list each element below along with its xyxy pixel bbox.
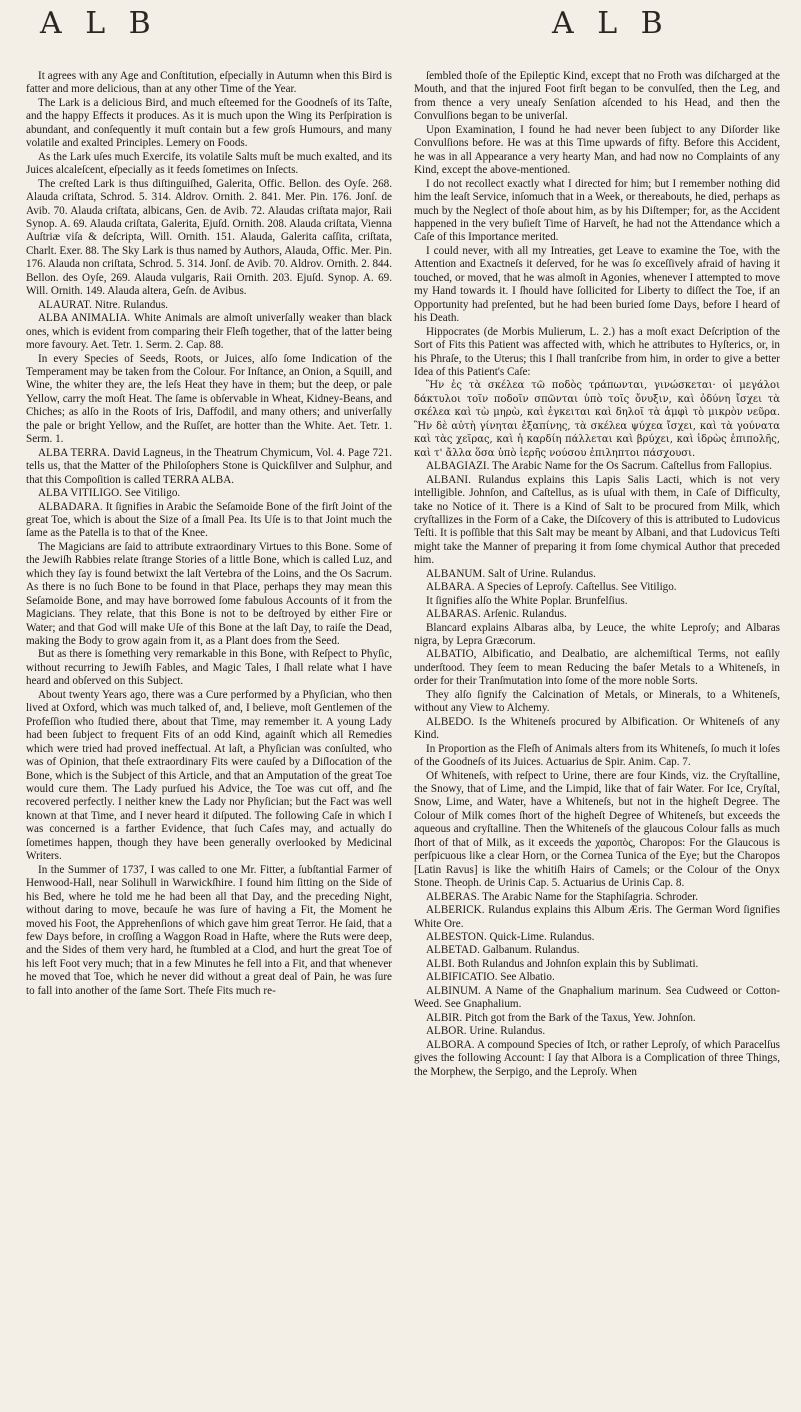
paragraph: As the Lark uſes much Exercife, its volatile Salts muſt be much exalted, and its Juices alcaleſcent, eſpecially as it feeds ſometimes on Inſects. xyxy=(26,150,392,177)
header-right: A L B xyxy=(552,6,670,41)
paragraph: ALBESTON. Quick-Lime. Rulandus. xyxy=(426,931,595,943)
paragraph: I do not recollect exactly what I directed for him; but I remember nothing did him the leaſt Service, inſomuch that in a Week, or thereabouts, he died, perhaps as much by the Neglect of thoſe about him, as by his Diſtemper; for, as the Accident happened in the very buſieſt Time of Harveſt, he had not the Attendance which a Caſe of this Importance merited. xyxy=(414,177,780,244)
left-column xyxy=(26,70,392,1404)
paragraph: ALBA TERRA. David Lagneus, in the Theatrum Chymicum, Vol. 4. Page 721. tells us, that the Matter of the Philoſophers Stone is Quickſilver and Sulphur, and that this Compoſition is called TERRA ALBA. xyxy=(26,446,392,486)
paragraph: The creſted Lark is thus diſtinguiſhed, Galerita, Offic. Bellon. des Oyſe. 268. Alauda criſtata, Schrod. 5. 314. Aldrov. Ornith. 2. 841. Mer. Pin. 176. Jonſ. de Avib. 70. Alauda criſtata, albicans, Gen. de Avib. 72. Alaudas criſtata major, Raii Synop. A. 69. Alauda criſtata, Galerita, Ejuſd. Ornith. 208. Alauda criſtata, Vienna Auſtriæ viſa & deſcripta, Will. Ornith. 151. Alauda, Galerita caſſita, criſtata, Charlt. Exer. 88. The Sky Lark is thus named by Authors, Alauda, Offic. Mer. Pin. 176. Alauda non criſtata, Schrod. 5. 314. Jonſ. de Avib. 70. Aldrov. Ornith. 2. 844. Bellon. des Oyſe, 269. Alauda vulgaris, Raii Ornith. 203. Ejuſd. Synop. A. 69. Will. Ornith. 149. Alauda altera, Geſn. de Avibus. xyxy=(26,177,392,298)
paragraph: ſembled thoſe of the Epileptic Kind, except that no Froth was diſcharged at the Mouth, and that the injured Foot firſt began to be convulſed, then the Leg, and from thence a very uneaſy Senſation aſcended to his Head, and then the Convulſions began to be univerſal. xyxy=(414,70,780,123)
paragraph: ALBINUM. A Name of the Gnaphalium marinum. Sea Cudweed or Cotton-Weed. See Gnaphalium. xyxy=(414,984,780,1011)
paragraph: ALBAGIAZI. The Arabic Name for the Os Sacrum. Caſtellus from Fallopius. xyxy=(426,460,773,473)
paragraph: ALBOR. Urine. Rulandus. xyxy=(426,1025,546,1038)
paragraph: ALBETAD. Galbanum. Rulandus. xyxy=(426,944,580,957)
paragraph: ALBANUM. Salt of Urine. Rulandus. xyxy=(426,567,596,580)
paragraph: Blancard explains Albaras alba, by Leuce, the white Leproſy; and Albaras nigra, by Lepra Græcorum. xyxy=(414,621,780,648)
paragraph: ALAURAT. Nitre. Rulandus. xyxy=(38,298,169,311)
paragraph: ALBA ANIMALIA. White Animals are almoſt univerſally weaker than black ones, which is evident from comparing their Fleſh together, that of the latter being more favoury. Aet. Tetr. 1. Serm. 2. Cap. 88. xyxy=(26,312,392,352)
paragraph: Upon Examination, I found he had never been ſubject to any Diſorder like Convulſions before. He was at this Time upwards of fifty. Before this Accident, he was in all Appearance a very hearty Man, and had now no Complaints of any Kind, except the above-mentioned. xyxy=(414,123,780,177)
header-left: A L B xyxy=(40,6,158,41)
paragraph: ALBADARA. It ſignifies in Arabic the Seſamoide Bone of the firſt Joint of the great Toe, which is about the Size of a ſmall Pea. Its Uſe is to that Joint much the ſame as the Patella is to that of the Knee. xyxy=(26,500,392,540)
paragraph: The Magicians are ſaid to attribute extraordinary Virtues to this Bone. Some of the Jewiſh Rabbies relate ſtrange Stories of a little Bone, which is called Luz, and which they ſay is found betwixt the laſt Vertebra of the Loins, and the Os Sacrum. As there is no ſuch Bone to be found in that Place, perhaps they may mean this Seſamoide Bone, and may have borrowed ſome fabulous Accounts of it from the Magicians. They relate, that this Bone is not to be deſtroyed by either Fire or Water; and that God will make Uſe of this Bone at the laſt Day, to raiſe the Dead, making the Body to grow again from it, as a Plant does from the Seed. xyxy=(26,540,392,648)
paragraph: About twenty Years ago, there was a Cure performed by a Phyſician, who then lived at Oxford, which was much talked of, and, I believe, moſt Gentlemen of the Profeſſion who ſtudied there, about that Time, may remember it. A young Lady had been ſubject to frequent Fits of an odd Kind, againſt which all Remedies which were tried had proved ineffectual. At laſt, a Phyſician was conſulted, who was of Opinion, that theſe extraordinary Fits were cauſed by a Diſlocation of the Bone, which is the Subject of this Article, and that an Amputation of the great Toe would cure them. The Lady purſued his Advice, the Toe was cut off, and ſhe recovered perfectly. I neither knew the Lady nor Phyſician; but the Fact was well known at that Time, and I never heard it diſputed. The following Caſe in which I was concerned is a farther Evidence, that ſuch Caſes may, and actually do ſometimes happen, though they have been generally overlooked by Medicinal Writers. xyxy=(26,688,392,863)
paragraph: In every Species of Seeds, Roots, or Juices, alſo ſome Indication of the Temperament may be taken from the Colour. For Inſtance, an Onion, a Squill, and Wine, the whiter they are, the leſs Heat they have in them; but the deep, or pale Yellow, carry the moſt Heat. The ſame is obſervable in Wheat, Kidney-Beans, and Chiches; as alſo in the Roots of Iris, Daffodil, and many others; and univerſally the pale or bright Yellow, and the Ruſſet, are hotter than the White. Aet. Tetr. 1. Serm. 1. xyxy=(26,352,392,446)
paragraph: Hippocrates (de Morbis Mulierum, L. 2.) has a moſt exact Deſcription of the Sort of Fits this Patient was affected with, which he attributes to Hyſterics, or, in his Phraſe, to the Uterus; this I ſhall tranſcribe from him, in order to give a better Idea of this Patient's Caſe: xyxy=(414,325,780,378)
paragraph: But as there is ſomething very remarkable in this Bone, with Reſpect to Phyſic, without recurring to Jewiſh Fables, and Magic Tales, I ſhall relate what I have heard and obſerved on this Subject. xyxy=(26,648,392,688)
paragraph: ALBIFICATIO. See Albatio. xyxy=(426,971,555,984)
paragraph: In the Summer of 1737, I was called to one Mr. Fitter, a ſubſtantial Farmer of Henwood-Hall, near Solihull in Warwickſhire. I found him ſitting on the Side of his Bed, where he told me he had been all that Day, and the preceding Night, without daring to move, becauſe he was ſure of having a Fit, the Moment he moved his Foot, the Apprehenſions of which gave him great Terror. He ſaid, that a few Days before, in croſſing a Waggon Road in Hafte, where the Ruts were deep, and the Sides of them very hard, he ſtumbled at a Clod, and hurt the great Toe of his left Foot very much; that in a few Minutes he fell into a Fit, and that whenever he moved that Toe, which he never did without a great deal of Pain, he was ſure to fall into another of the ſame Sort. Theſe Fits much re- xyxy=(26,863,392,997)
running-header xyxy=(0,6,801,66)
paragraph: They alſo ſignify the Calcination of Metals, or Minerals, to a Whiteneſs, without any View to Alchemy. xyxy=(414,688,780,715)
paragraph: ALBI. Both Rulandus and Johnſon explain this by Sublimati. xyxy=(426,957,699,970)
paragraph: ALBANI. Rulandus explains this Lapis Salis Lacti, which is not very intelligible. Johnſon, and Caſtellus, as is uſual with them, in Caſe of Difficulty, take no Notice of it. There is a Kind of Salt to be procured from Milk, which cryſtallizes in the Form of a Cake, the Diſcovery of this is attributed to Ludovicus Teſti. It is poſſible that this Salt may be meant by Albani, and that Ludovicus Teſti might take the Manner of preparing it from ſome chymical Author that preceded him. xyxy=(414,473,780,567)
paragraph: ALBIR. Pitch got from the Bark of the Taxus, Yew. Johnſon. xyxy=(426,1011,696,1024)
paragraph: ALBA VITILIGO. See Vitiligo. xyxy=(38,487,181,500)
paragraph: ALBATIO, Albificatio, and Dealbatio, are alchemiſtical Terms, not eaſily underſtood. They ſeem to mean Reducing the baſer Metals to a Whiteneſs, in order for their Tranſmutation into ſome of the more noble Sorts. xyxy=(414,648,780,688)
paragraph: Of Whiteneſs, with reſpect to Urine, there are four Kinds, viz. the Cryſtalline, the Snowy, that of Lime, and the Limpid, like that of fair Water. For Ice, Cryſtal, Snow, Lime, and Water, have a Whiteneſs, but not in the higheſt Degree. The Colour of Milk comes ſhort of the higheſt Degree of Whiteneſs, but exceeds the aqueous and cryſtalline. Then the Whiteneſs of the glaucous Colour falls as much ſhort of that of Milk, as it exceeds the χαροπὸς, Charopos: For the Glaucous is perſpicuous like a clear Horn, or the Cornea Tunica of the Eye; but the Charopos [Latin Ravus] is like the whitiſh Hairs of Camels; or the Colour of the Onyx Stone. Theoph. de Urinis Cap. 5. Actuarius de Urinis Cap. 8. xyxy=(414,769,780,890)
paragraph: Ἢν ἐς τὰ σκέλεα τῶ ποδὸς τράπωνται, γινώσκεται· οἱ μεγάλοι δάκτυλοι τοῖν ποδοῖν σπῶνται ὑπὸ τοῖς ὄνυξιν, καὶ ὀδύνη ἴσχει τὰ σκέλεα καὶ τὼ μηρὼ, καὶ ἐγκειται καὶ δηλοῖ τὰ ἀμφὶ τὸ μικρὸν νεῦρα. Ἢν δὲ αὐτὴ γίνηται ἐξαπίνης, τὰ σκέλεα ψύχεα ἴσχει, καὶ τὰ γούνατα καὶ τὰς χεῖρας, καὶ ἡ καρδίη πάλλεται καὶ βρύχει, καὶ ἱδρὼς ἐπιπολῆς, καὶ τ' ἄλλα ὅσα ὑπὸ ἱερῆς νούσου ἐπιληπτοι πάσχουσι. xyxy=(414,380,780,459)
paragraph: ALBERAS. The Arabic Name for the Staphiſagria. Schroder. xyxy=(426,890,699,903)
paragraph: ALBEDO. Is the Whiteneſs procured by Albification. Or Whiteneſs of any Kind. xyxy=(414,715,780,742)
text-columns xyxy=(26,70,781,1404)
paragraph: ALBORA. A compound Species of Itch, or rather Leproſy, of which Paracelſus gives the following Account: I ſay that Albora is a Complication of three Things, the Morphew, the Serpigo, and the Leproſy. When xyxy=(414,1038,780,1078)
paragraph: It ſignifies alſo the White Poplar. Brunfelſius. xyxy=(426,594,628,607)
paragraph: ALBERICK. Rulandus explains this Album Æris. The German Word ſignifies White Ore. xyxy=(414,904,780,930)
right-column xyxy=(414,70,780,1404)
paragraph: ALBARAS. Arſenic. Rulandus. xyxy=(426,608,567,621)
paragraph: In Proportion as the Fleſh of Animals alters from its Whiteneſs, ſo much it loſes of the Goodneſs of its Juices. Actuarius de Spir. Anim. Cap. 7. xyxy=(414,742,780,769)
paragraph: It agrees with any Age and Conſtitution, eſpecially in Autumn when this Bird is fatter and more delicious, than at any other Time of the Year. xyxy=(26,70,392,96)
paragraph: The Lark is a delicious Bird, and much eſteemed for the Goodneſs of its Taſte, and the happy Effects it produces. As it is much upon the Wing its Perſpiration is abundant, and conſequently it muſt contain but a few groſs Humours, and many volatile and exalted Principles. Lemery on Foods. xyxy=(26,96,392,150)
paragraph: I could never, with all my Intreaties, get Leave to examine the Toe, with the Attention and Exactneſs it deſerved, for he was ſo exceſſively afraid of having it touched, or moved, that he was almoſt in Agonies, whenever I attempted to move my Hand towards it. I ſhould have ſollicited for Liberty to diſſect the Toe, if an Opportunity had preſented, but he had been buried ſome Days, before I heard of his Death. xyxy=(414,244,780,325)
paragraph: ALBARA. A Species of Leproſy. Caſtellus. See Vitiligo. xyxy=(426,581,677,594)
